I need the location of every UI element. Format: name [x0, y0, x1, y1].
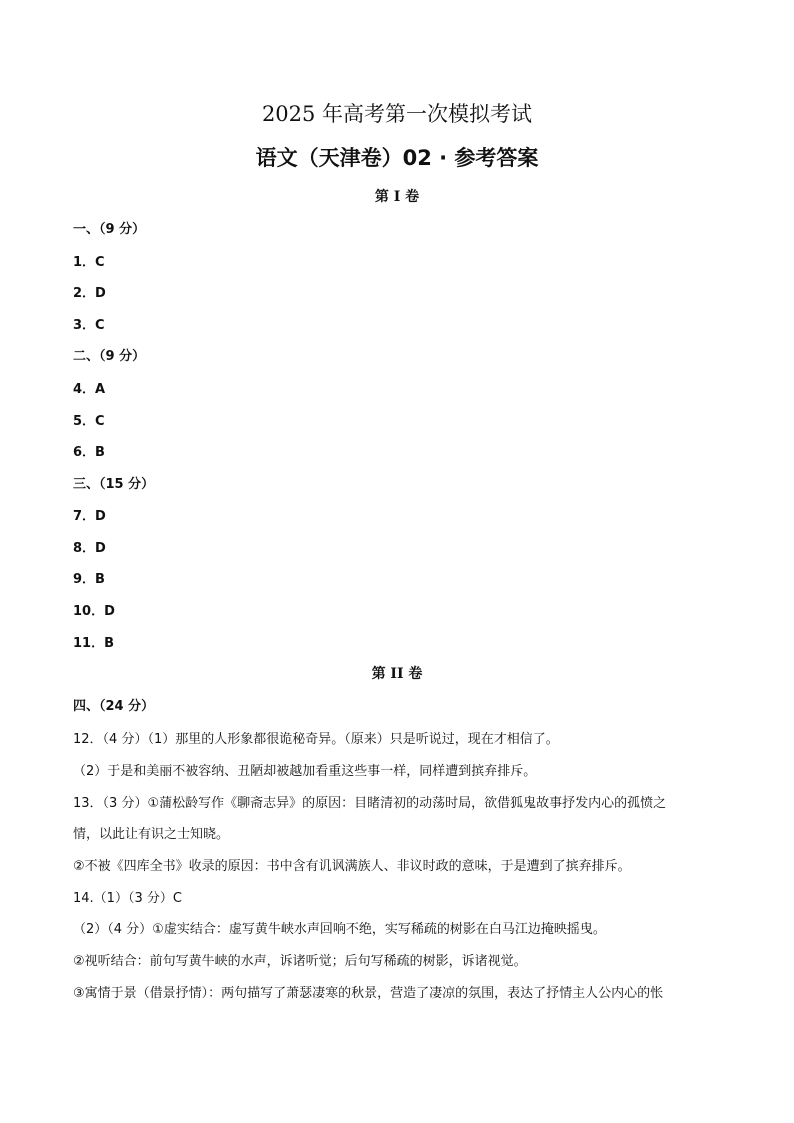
- volume-2-heading: 第 II 卷: [371, 666, 423, 682]
- answer-1: 1．C: [73, 255, 105, 270]
- answer-3: 3．C: [73, 318, 105, 333]
- answer-10: 10．D: [73, 604, 115, 619]
- exam-subtitle: 语文（天津卷）02 · 参考答案: [255, 146, 539, 170]
- q12-answer-part2: （2）于是和美丽不被容纳、丑陋却被越加看重这些事一样，同样遭到摈弃排斥。: [73, 764, 537, 779]
- section-4-heading: 四、（24 分）: [73, 699, 155, 714]
- volume-1-heading: 第 I 卷: [374, 189, 420, 205]
- answer-11: 11．B: [73, 636, 114, 651]
- answer-6: 6．B: [73, 445, 105, 460]
- q14-answer-part2-line2: ②视听结合：前句写黄牛峡的水声，诉诸听觉；后句写稀疏的树影，诉诸视觉。: [73, 954, 527, 969]
- exam-title: 2025 年高考第一次模拟考试: [261, 102, 533, 126]
- answer-5: 5．C: [73, 414, 105, 429]
- section-1-heading: 一、（9 分）: [73, 222, 146, 237]
- q13-answer-line1: 13．（3 分）①蒲松龄写作《聊斋志异》的原因：目睹清初的动荡时局，欲借狐鬼故事抒发内心的孤愤之: [73, 796, 667, 811]
- q14-answer-part2-line3: ③寓情于景（借景抒情）：两句描写了萧瑟凄寒的秋景，营造了凄凉的氛围，表达了抒情主人公内心的怅: [73, 986, 664, 1001]
- answer-4: 4．A: [73, 382, 106, 397]
- q14-answer-part2-line1: （2）（4 分）①虚实结合：虚写黄牛峡水声回响不绝，实写稀疏的树影在白马江边掩映摇曳。: [73, 922, 606, 937]
- q13-answer-line2: 情，以此让有识之士知晓。: [73, 827, 230, 842]
- q14-answer-part1: 14.（1）（3 分）C: [73, 891, 182, 906]
- answer-8: 8．D: [73, 541, 106, 556]
- answer-7: 7．D: [73, 509, 106, 524]
- section-3-heading: 三、（15 分）: [73, 477, 155, 492]
- q13-answer-line3: ②不被《四库全书》收录的原因：书中含有讥讽满族人、非议时政的意味，于是遭到了摈弃排斥。: [73, 859, 631, 874]
- q12-answer-part1-text: 12．（4 分）（1）那里的人形象都很诡秘奇异。（原来）只是听说过，现在才相信了。: [73, 732, 559, 747]
- section-2-heading: 二、（9 分）: [73, 349, 146, 364]
- q12-answer-part1: [73, 728, 559, 747]
- answer-9: 9．B: [73, 572, 105, 587]
- answer-2: 2．D: [73, 286, 106, 301]
